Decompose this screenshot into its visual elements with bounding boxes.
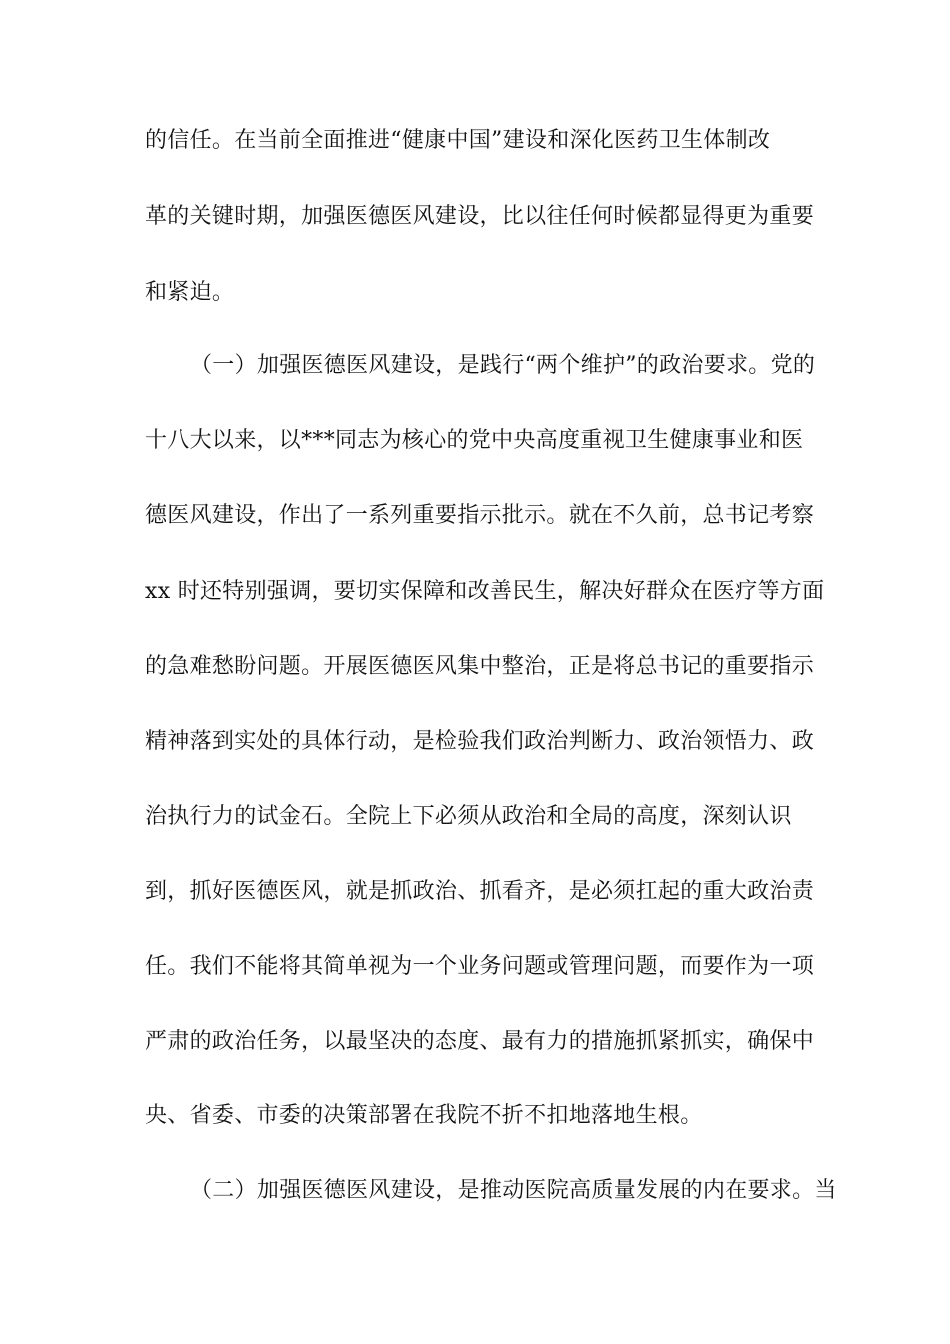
text-line: 任。我们不能将其简单视为一个业务问题或管理问题，而要作为一项 — [145, 954, 815, 979]
text-line: 的信任。在当前全面推进“健康中国”建设和深化医药卫生体制改 — [145, 128, 771, 153]
paragraph-start-line: （一）加强医德医风建设，是践行“两个维护”的政治要求。党的 — [190, 353, 816, 378]
text-line: 治执行力的试金石。全院上下必须从政治和全局的高度，深刻认识 — [145, 804, 792, 829]
text-line: xx 时还特别强调，要切实保障和改善民生，解决好群众在医疗等方面 — [145, 579, 825, 604]
paragraph-start-line: （二）加强医德医风建设，是推动医院高质量发展的内在要求。当 — [190, 1178, 837, 1203]
text-line: 精神落到实处的具体行动，是检验我们政治判断力、政治领悟力、政 — [145, 729, 815, 754]
text-line: 和紧迫。 — [145, 280, 235, 305]
text-line: 到，抓好医德医风，就是抓政治、抓看齐，是必须扛起的重大政治责 — [145, 879, 815, 904]
text-line: 严肃的政治任务，以最坚决的态度、最有力的措施抓紧抓实，确保中 — [145, 1029, 815, 1054]
text-line: 央、省委、市委的决策部署在我院不折不扣地落地生根。 — [145, 1103, 703, 1128]
text-line: 十八大以来，以***同志为核心的党中央高度重视卫生健康事业和医 — [145, 428, 804, 453]
text-line: 德医风建设，作出了一系列重要指示批示。就在不久前，总书记考察 — [145, 503, 815, 528]
text-line: 的急难愁盼问题。开展医德医风集中整治，正是将总书记的重要指示 — [145, 654, 815, 679]
text-line: 革的关键时期，加强医德医风建设，比以往任何时候都显得更为重要 — [145, 204, 815, 229]
